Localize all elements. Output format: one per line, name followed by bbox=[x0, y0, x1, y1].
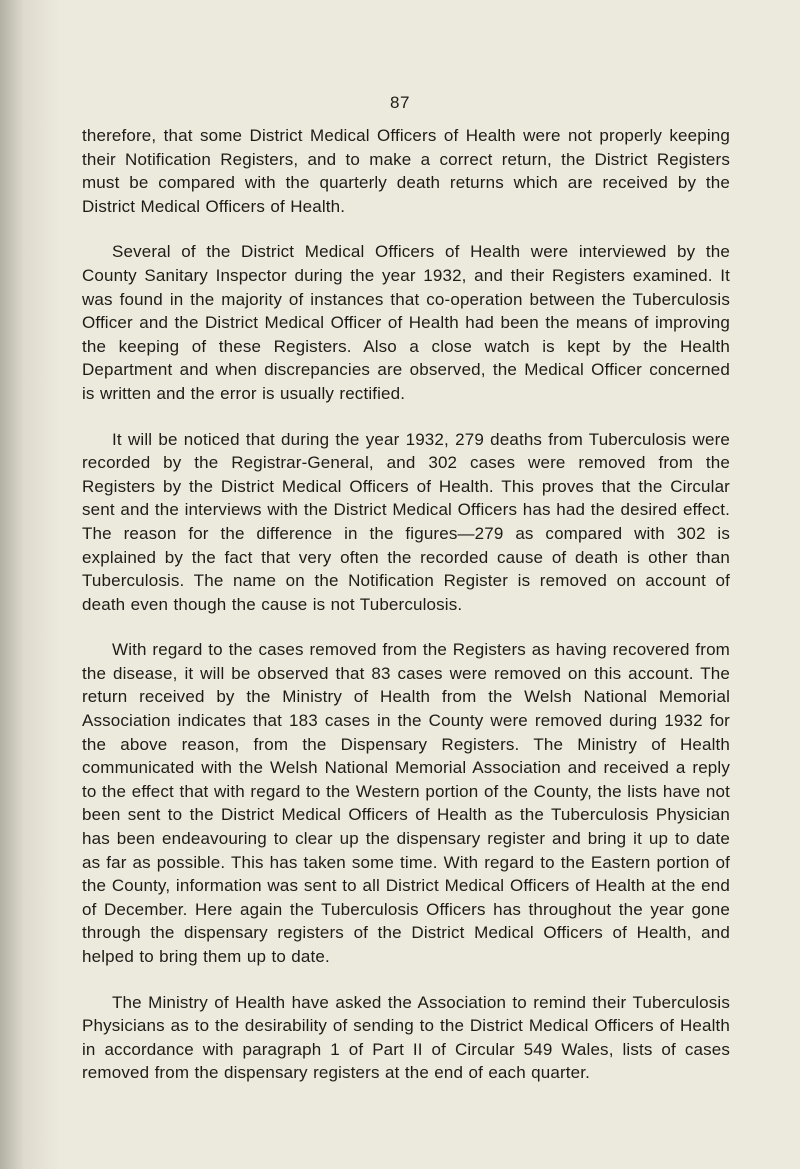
paragraph-inspection: Several of the District Medical Officers of Health were interviewed by the County Sanitary Inspector during the year 1932, and their Registers examined. It was found in the majority of instances that co-operation between the Tuberculosis Officer and the District Medical Officer of Health had been the means of improving the keeping of these Registers. Also a close watch is kept by the Health Department and when discrepancies are observed, the Medical Officer concerned is written and the error is usually rectified. bbox=[82, 242, 730, 403]
page-edge-shadow bbox=[0, 0, 60, 1169]
paragraph-continuation: therefore, that some District Medical Officers of Health were not properly keeping their Notification Registers, and to make a correct return, the District Registers must be compared with the quarterly death returns which are received by the District Medical Officers of Health. bbox=[82, 126, 730, 216]
page-number: 87 bbox=[390, 93, 410, 112]
paragraph-deaths: It will be noticed that during the year 1932, 279 deaths from Tuberculosis were recorded by the Registrar-General, and 302 cases were removed from the Registers by the District Medical Officers of Health. This proves that the Circular sent and the interviews with the District Medical Officers has had the desired effect. The reason for the difference in the figures—279 as compared with 302 is explained by the fact that very often the recorded cause of death is other than Tuberculosis. The name on the Notification Register is removed on account of death even though the cause is not Tuberculosis. bbox=[82, 429, 730, 614]
document-body bbox=[82, 124, 730, 1107]
paragraph-recovered: With regard to the cases removed from the Registers as having recovered from the disease, it will be observed that 83 cases were removed on this account. The return received by the Ministry of Health from the Welsh National Memorial Association indicates that 183 cases in the County were removed during 1932 for the above reason, from the Dispensary Registers. The Ministry of Health communicated with the Welsh National Memorial Association and received a reply to the effect that with regard to the Western portion of the County, the lists have not been sent to the District Medical Officers of Health as the Tuberculosis Physician has been endeavouring to clear up the dispensary register and bring it up to date as far as possible. This has taken some time. With regard to the Eastern portion of the County, information was sent to all District Medical Officers of Health at the end of December. Here again the Tuberculosis Officers has throughout the year gone through the dispensary registers of the District Medical Officers of Health, and helped to bring them up to date. bbox=[82, 640, 730, 966]
paragraph-ministry-request: The Ministry of Health have asked the Association to remind their Tuberculosis Physicians as to the desirability of sending to the District Medical Officers of Health in accordance with paragraph 1 of Part II of Circular 549 Wales, lists of cases removed from the dispensary registers at the end of each quarter. bbox=[82, 992, 730, 1083]
